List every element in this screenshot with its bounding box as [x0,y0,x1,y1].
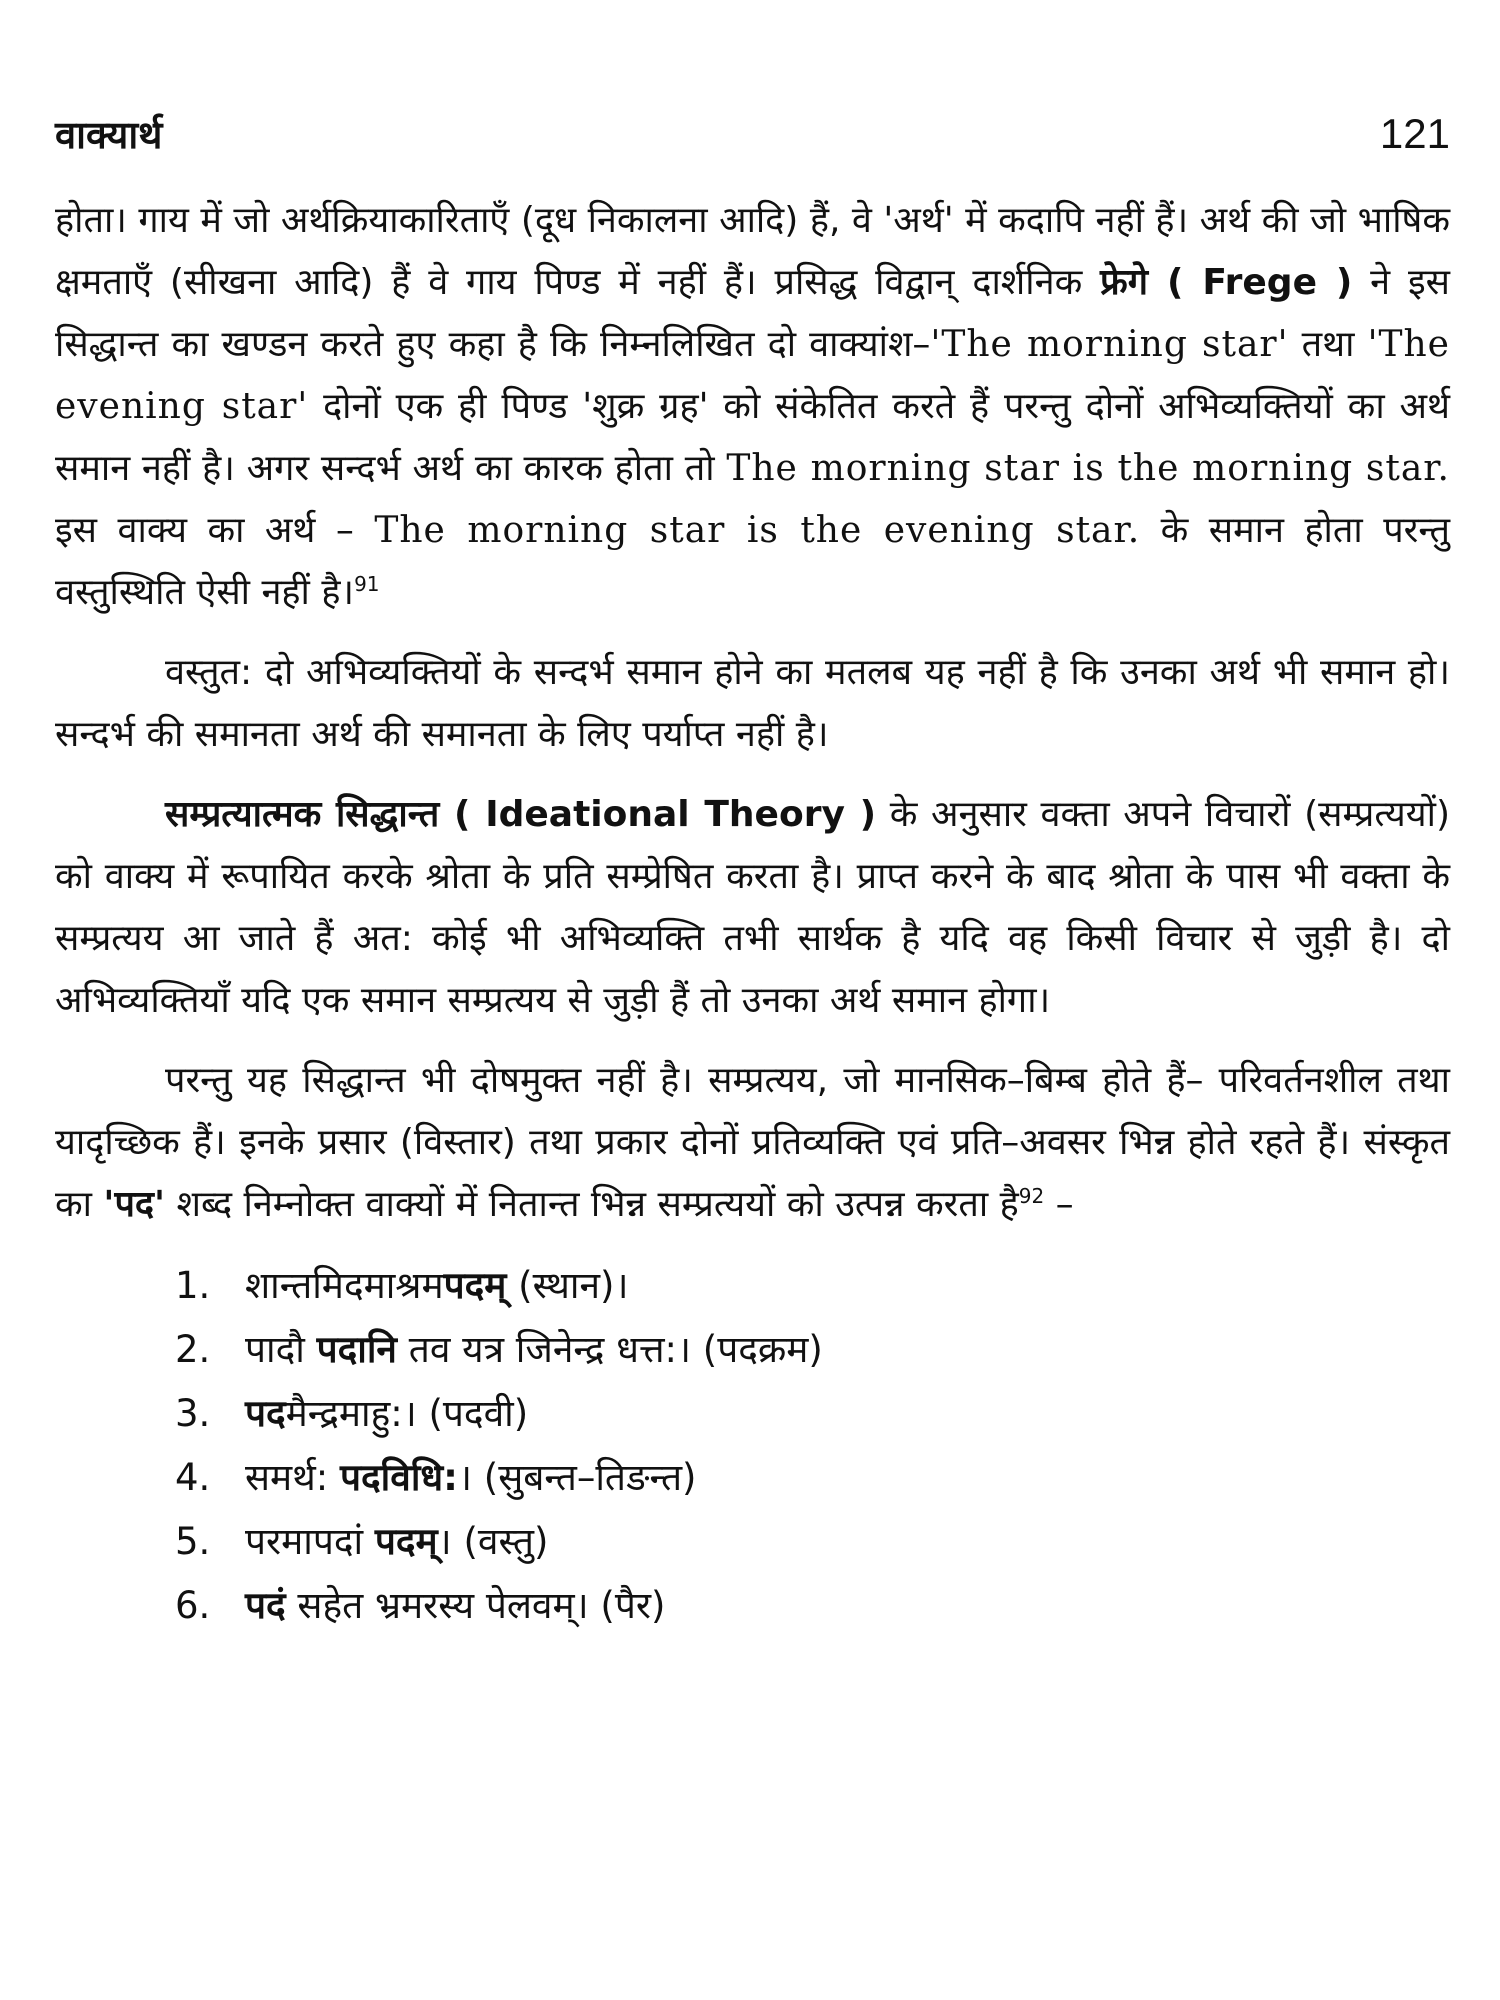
footnote-ref: 92 [1018,1184,1045,1208]
english-sentence: The morning star is the evening star. [374,510,1141,551]
paragraph-4: परन्तु यह सिद्धान्त भी दोषमुक्त नहीं है। सम्प्रत्यय, जो मानसिक–बिम्ब होते हैं– परिवर्तनशील तथा यादृच्छिक हैं। इनके प्रसार (विस्तार) तथा प्रकार दोनों प्रतिव्यक्ति एवं प्रति–अवसर भिन्न होते रहते हैं। संस्कृत का 'पद' शब्द निम्नोक्त वाक्यों में नितान्त भिन्न सम्प्रत्ययों को उत्पन्न करता है$^{92}$ – [55,1060,1450,1225]
example-list [55,1254,1450,1638]
page-body [55,190,1450,1638]
page-number: 121 [1379,110,1450,157]
list-item: 4. समर्थ: पदविधि:। (सुबन्त–तिङन्त) [175,1456,697,1499]
list-item: 6. पदं सहेत भ्रमरस्य पेलवम्। (पैर) [175,1584,666,1627]
english-phrase: 'The evening star' [55,324,1450,427]
pada-term: 'पद' [103,1184,166,1225]
english-phrase: 'The morning star' [930,324,1289,365]
list-item: 5. परमापदां पदम्। (वस्तु) [175,1520,549,1563]
page-header [55,108,1450,160]
footnote-ref: 91 [354,572,380,596]
frege-term: फ्रेगे ( Frege ) [1100,262,1353,303]
list-item: 2. पादौ पदानि तव यत्र जिनेन्द्र धत्त:। (पदक्रम) [175,1328,823,1371]
ideational-theory-term: सम्प्रत्यात्मक सिद्धान्त ( Ideational Theory ) [165,794,877,835]
paragraph-1: होता। गाय में जो अर्थक्रियाकारिताएँ (दूध निकालना आदि) हैं, वे 'अर्थ' में कदापि नहीं हैं। अर्थ की जो भाषिक क्षमताएँ (सीखना आदि) हैं वे गाय पिण्ड में नहीं हैं। प्रसिद्ध विद्वान् दार्शनिक फ्रेगे ( Frege ) ने इस सिद्धान्त का खण्डन करते हुए कहा है कि निम्नलिखित दो वाक्यांश–'The morning star' तथा 'The evening star' दोनों एक ही पिण्ड 'शुक्र ग्रह' को संकेतित करते हैं परन्तु दोनों अभिव्यक्तियों का अर्थ समान नहीं है। अगर सन्दर्भ अर्थ का कारक होता तो The morning star is the morning star. इस वाक्य का अर्थ – The morning star is the evening star. के समान होता परन्तु वस्तुस्थिति ऐसी नहीं है।$^{91}$ [55,200,1450,613]
paragraph-2: वस्तुत: दो अभिव्यक्तियों के सन्दर्भ समान होने का मतलब यह नहीं है कि उनका अर्थ भी समान हो। सन्दर्भ की समानता अर्थ की समानता के लिए पर्याप्त नहीं है। [55,652,1450,755]
english-sentence: The morning star is the morning star. [726,448,1450,489]
chapter-title: वाक्यार्थ [55,113,163,157]
paragraph-3: सम्प्रत्यात्मक सिद्धान्त ( Ideational Theory ) के अनुसार वक्ता अपने विचारों (सम्प्रत्ययों) को वाक्य में रूपायित करके श्रोता के प्रति सम्प्रेषित करता है। प्राप्त करने के बाद श्रोता के पास भी वक्ता के सम्प्रत्यय आ जाते हैं अत: कोई भी अभिव्यक्ति तभी सार्थक है यदि वह किसी विचार से जुड़ी है। दो अभिव्यक्तियाँ यदि एक समान सम्प्रत्यय से जुड़ी हैं तो उनका अर्थ समान होगा। [55,794,1450,1021]
list-item: 1. शान्तमिदमाश्रमपदम् (स्थान)। [175,1264,629,1307]
list-item: 3. पदमैन्द्रमाहु:। (पदवी) [175,1392,529,1435]
